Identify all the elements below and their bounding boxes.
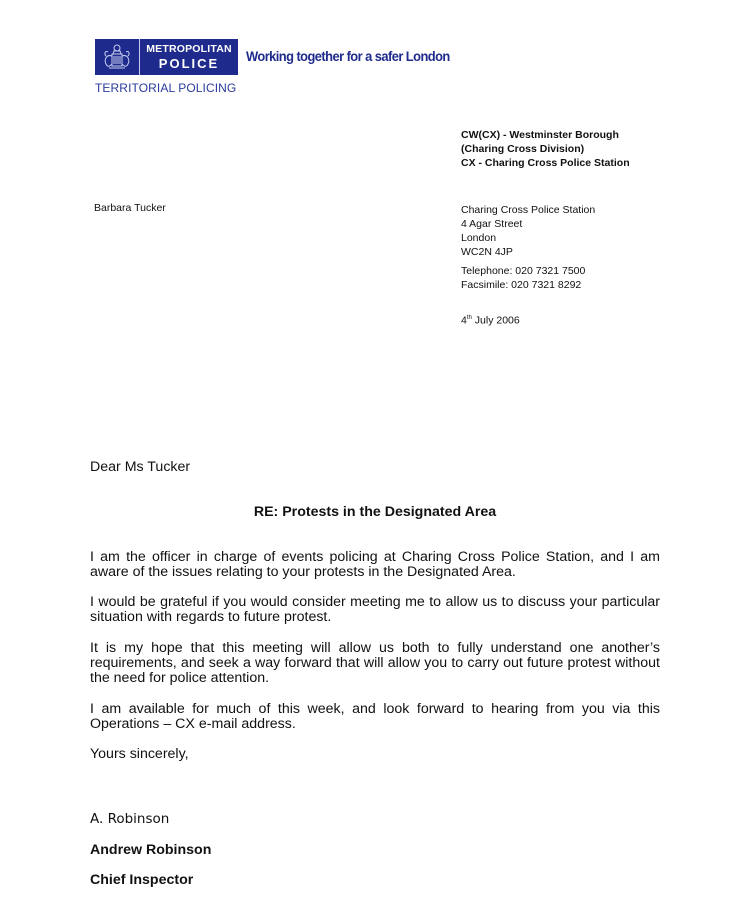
body-paragraph: I am available for much of this week, and look forward to hearing from you via this Operations – CX e-mail address. bbox=[90, 701, 660, 732]
recipient-name: Barbara Tucker bbox=[94, 202, 166, 214]
date-suffix: th bbox=[466, 315, 472, 321]
address-line: London bbox=[461, 232, 497, 244]
signer-title: Chief Inspector bbox=[90, 872, 194, 888]
body-paragraph: I am the officer in charge of events policing at Charing Cross Police Station, and I am aware of the issues relating to your protests in the Designated Area. bbox=[90, 549, 660, 580]
logo-wordmark bbox=[140, 39, 238, 75]
met-police-logo bbox=[95, 39, 238, 75]
tagline: Working together for a safer London bbox=[246, 48, 450, 64]
crest-icon bbox=[95, 39, 140, 75]
division-line: CW(CX) - Westminster Borough bbox=[461, 129, 619, 141]
salutation: Dear Ms Tucker bbox=[90, 459, 191, 475]
division-line: (Charing Cross Division) bbox=[461, 143, 585, 155]
date-month-year: July 2006 bbox=[471, 314, 520, 327]
logo-line-police: POLICE bbox=[158, 56, 220, 72]
subject-line: RE: Protests in the Designated Area bbox=[253, 504, 497, 520]
letter-date bbox=[461, 311, 520, 328]
address-line: 4 Agar Street bbox=[461, 218, 523, 230]
body-paragraph: I would be grateful if you would consider meeting me to allow us to discuss your particular situation with regards to future protest. bbox=[90, 594, 660, 625]
facsimile: Facsimile: 020 7321 8292 bbox=[461, 279, 582, 291]
body-paragraph: It is my hope that this meeting will allow us both to fully understand one another’s requirements, and seek a way forward that will allow you to carry out future protest without the need for police attention. bbox=[90, 640, 660, 686]
closing: Yours sincerely, bbox=[90, 746, 189, 762]
division-line: CX - Charing Cross Police Station bbox=[461, 157, 630, 169]
telephone: Telephone: 020 7321 7500 bbox=[461, 265, 586, 277]
department-name: TERRITORIAL POLICING bbox=[95, 81, 237, 95]
signature: A. Robinson bbox=[90, 811, 170, 827]
signer-name: Andrew Robinson bbox=[90, 842, 212, 858]
address-line: Charing Cross Police Station bbox=[461, 204, 596, 216]
address-line: WC2N 4JP bbox=[461, 246, 513, 258]
date-day: 4 bbox=[461, 314, 467, 327]
logo-line-metropolitan: METROPOLITAN bbox=[146, 42, 232, 55]
